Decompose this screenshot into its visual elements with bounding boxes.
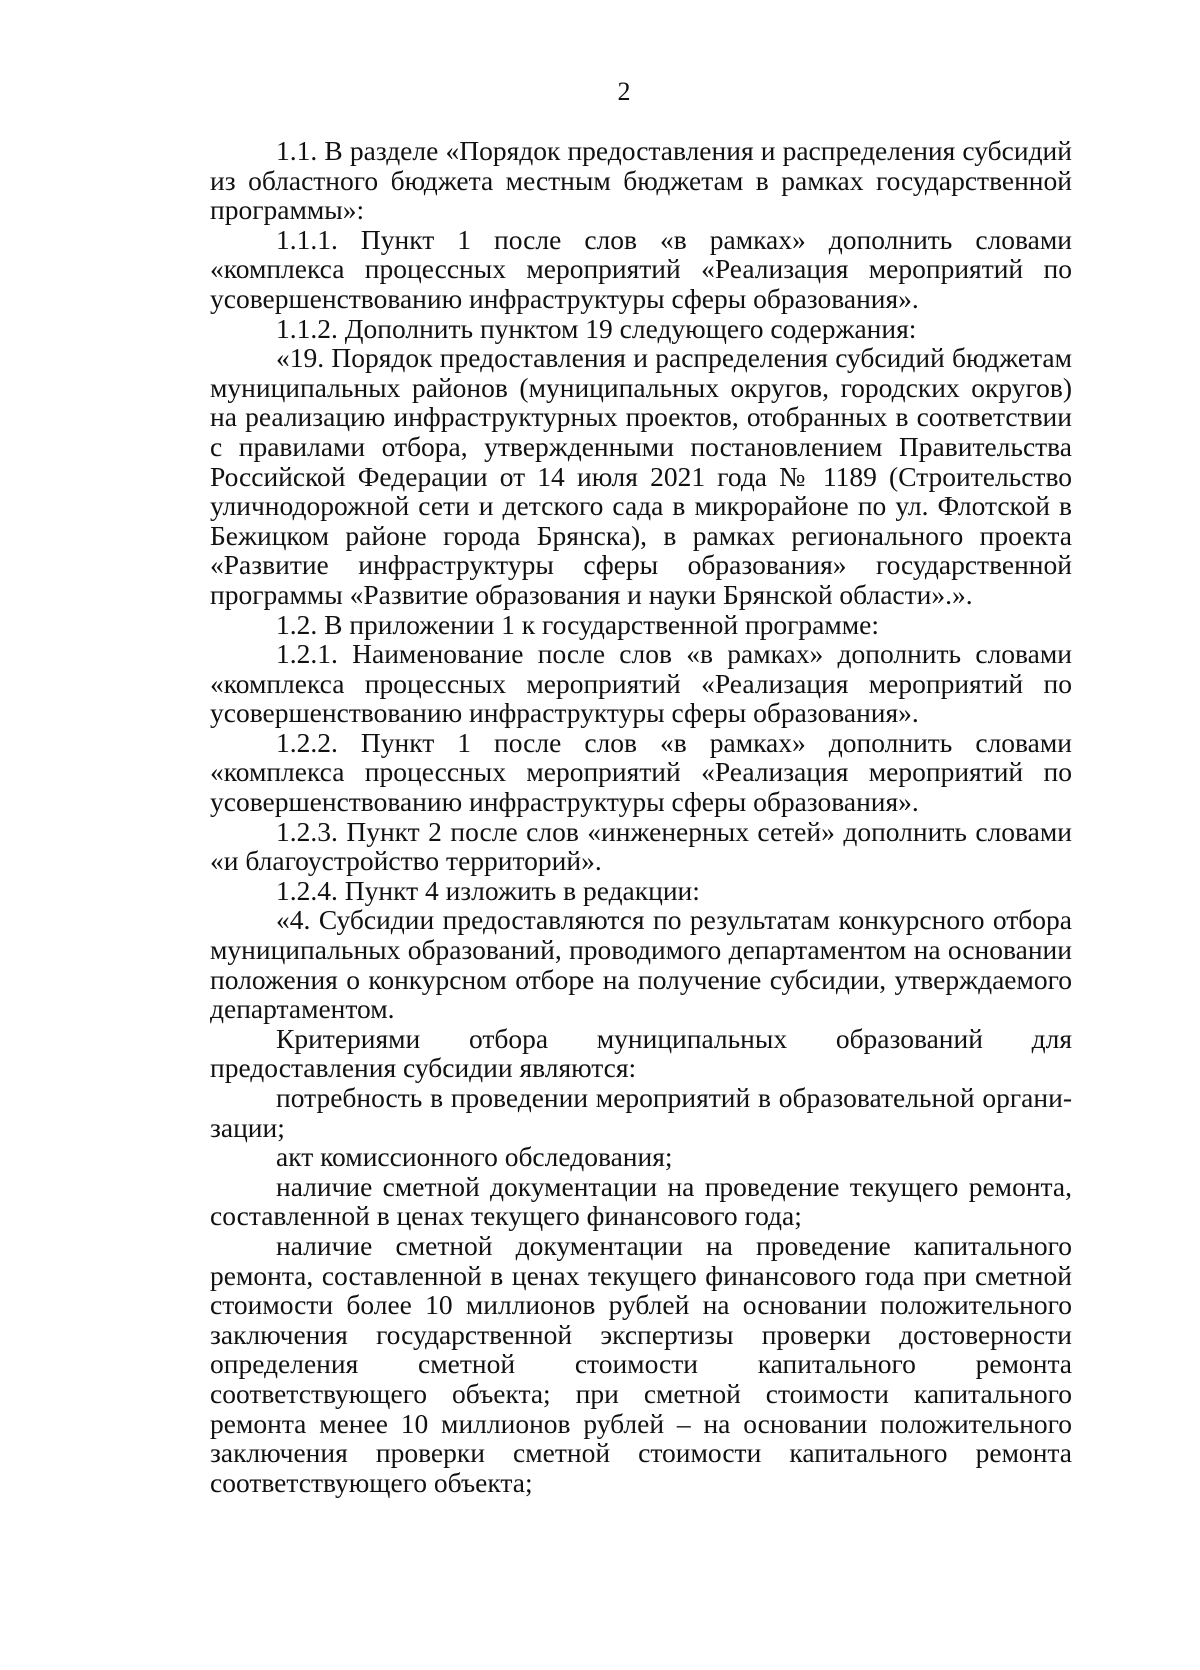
paragraph: 1.1. В разделе «Порядок предоставления и распределения субсидий из областного бюджета местным бюджетам в рамках государственной программы»: [210, 135, 1072, 226]
paragraph: наличие сметной документации на проведение текущего ремонта, составленной в ценах текущего финансового года; [210, 1170, 1072, 1232]
paragraph: 1.2.1. Наименование после слов «в рамках» дополнить словами «комплекса процессных мероприятий «Реализация мероприятий по усовершенствованию инфраструктуры сферы образования». [210, 638, 1072, 729]
paragraph: 1.2.4. Пункт 4 изложить в редакции: [276, 874, 700, 906]
paragraph: 1.2. В приложении 1 к государственной программе: [276, 608, 880, 640]
paragraph: наличие сметной документации на проведение капитального ремонта, составленной в ценах текущего финансового года при сметной стоимости более 10 миллионов рублей на основании положительного заключения государственной экспертизы проверки достоверности определения сметной стоимости капитального ремонта соответствующего объекта; при сметной стоимости капитального ремонта менее 10 миллионов рублей – на основании положительного заключения проверки сметной стоимости капитального ремонта соответствующего объекта; [210, 1229, 1072, 1498]
paragraph: 1.2.3. Пункт 2 после слов «инженерных сетей» дополнить словами «и благоустройство территорий». [210, 815, 1072, 877]
paragraph: 1.2.2. Пункт 1 после слов «в рамках» дополнить словами «комплекса процессных мероприятий «Реализация мероприятий по усовершенствованию инфраструктуры сферы образования». [210, 726, 1072, 818]
document-body [210, 136, 1072, 1497]
paragraph: «4. Субсидии предоставляются по результатам конкурсного отбора муниципальных образований, проводимого департаментом на основании положения о конкурсном отборе на получение субсидии, утверждаемого департаментом. [210, 904, 1072, 1025]
paragraph: Критериями отбора муниципальных образований для предоставления субсидии являются: [210, 1022, 1072, 1084]
paragraph: 1.1.1. Пункт 1 после слов «в рамках» дополнить словами «комплекса процессных мероприятий «Реализация мероприятий по усовершенствованию инфраструктуры сферы образования». [210, 223, 1072, 314]
page-number: 2 [617, 77, 631, 106]
paragraph: «19. Порядок предоставления и распределения субсидий бюджетам муниципальных районов (муниципальных округов, городских округов) на реализацию инфраструктурных проектов, отобранных в соответствии с правилами отбора, утвержденными постановлением Правительства Российской Федерации от 14 июля 2021 года № 1189 (Строительство уличнодорожной сети и детского сада в микрорайоне по ул. Флотской в Бежицком районе города Брянска), в рамках регионального проекта «Развитие инфраструктуры сферы образования» государственной программы «Развитие образования и науки Брянской области».». [210, 342, 1072, 610]
paragraph: потребность в проведении мероприятий в образовательной организации; [210, 1082, 1072, 1143]
paragraph: акт комиссионного обследования; [276, 1141, 673, 1173]
paragraph: 1.1.2. Дополнить пунктом 19 следующего содержания: [276, 312, 917, 344]
